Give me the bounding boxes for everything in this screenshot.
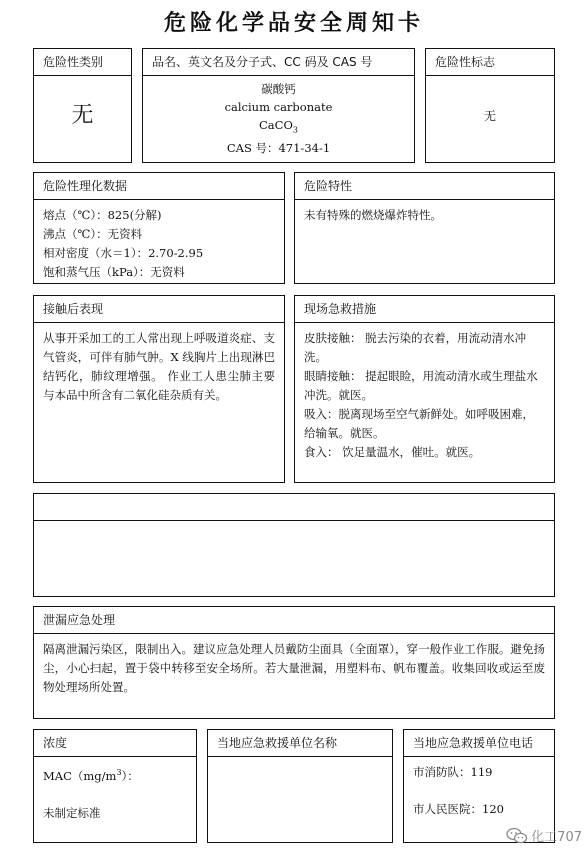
hazard-class-header: 危险性类别 bbox=[34, 49, 131, 76]
spill-header: 泄漏应急处理 bbox=[34, 607, 554, 634]
first-aid-box bbox=[294, 295, 555, 483]
physchem-body bbox=[34, 200, 284, 288]
concentration-box bbox=[33, 729, 197, 843]
skin-contact: 皮肤接触： 脱去污染的衣着，用流动清水冲洗。 bbox=[304, 331, 527, 364]
identity-header: 品名、英文名及分子式、CC 码及 CAS 号 bbox=[143, 49, 414, 76]
page-title: 危险化学品安全周知卡 bbox=[163, 11, 424, 36]
fire-brigade: 市消防队：119 bbox=[413, 765, 493, 779]
watermark-text: 化工707 bbox=[531, 830, 582, 845]
hazard-sign-value: 无 bbox=[483, 109, 496, 123]
hospital: 市人民医院：120 bbox=[413, 802, 504, 816]
empty-section-header bbox=[34, 494, 554, 521]
local-phone-body bbox=[404, 757, 554, 825]
formula-sub: 3 bbox=[292, 125, 298, 135]
relative-density: 相对密度（水＝1）：2.70-2.95 bbox=[43, 246, 204, 260]
boiling-point: 沸点（℃）：无资料 bbox=[43, 227, 143, 241]
formula bbox=[143, 116, 414, 139]
exposure-text: 从事开采加工的工人常出现上呼吸道炎症、支气管炎，可伴有肺气肿。X 线胸片上出现淋巴结钙化，肺纹理增强。 作业工人患尘肺主要与本品中所含有二氧化硅杂质有关。 bbox=[43, 331, 275, 402]
ingestion: 食入： 饮足量温水，催吐。就医。 bbox=[304, 445, 481, 459]
first-aid-header: 现场急救措施 bbox=[295, 296, 554, 323]
exposure-box bbox=[33, 295, 285, 483]
hazard-sign-box bbox=[425, 48, 555, 163]
hazard-props-box bbox=[294, 172, 555, 284]
inhalation: 吸入：脱离现场至空气新鲜处。如呼吸困难，给输氧。就医。 bbox=[304, 407, 534, 440]
spill-text: 隔离泄漏污染区，限制出入。建议应急处理人员戴防尘面具（全面罩），穿一般作业工作服。避免扬尘，小心扫起，置于袋中转移至安全场所。若大量泄漏，用塑料布、帆布覆盖。收集回收或运至废物处理场所处置。 bbox=[43, 642, 545, 694]
spill-box bbox=[33, 606, 555, 719]
concentration-value: 未制定标准 bbox=[43, 805, 101, 820]
local-phone-header: 当地应急救援单位电话 bbox=[404, 730, 554, 757]
name-cn: 碳酸钙 bbox=[261, 82, 296, 96]
watermark bbox=[506, 826, 582, 845]
exposure-header: 接触后表现 bbox=[34, 296, 284, 323]
hazard-props-header: 危险特性 bbox=[295, 173, 554, 200]
hazard-class-value: 无 bbox=[71, 103, 94, 128]
eye-contact: 眼睛接触： 提起眼睑，用流动清水或生理盐水冲洗。就医。 bbox=[304, 369, 538, 402]
physchem-header: 危险性理化数据 bbox=[34, 173, 284, 200]
identity-body bbox=[143, 76, 414, 157]
wechat-icon bbox=[506, 827, 528, 845]
hazard-props-text: 未有特殊的燃烧爆炸特性。 bbox=[304, 208, 442, 222]
hazard-sign-header: 危险性标志 bbox=[426, 49, 554, 76]
concentration-header: 浓度 bbox=[34, 730, 196, 757]
local-unit-header: 当地应急救援单位名称 bbox=[208, 730, 392, 757]
name-en: calcium carbonate bbox=[224, 100, 333, 114]
identity-box bbox=[142, 48, 415, 163]
local-unit-box bbox=[207, 729, 393, 843]
physchem-box bbox=[33, 172, 285, 284]
cas-number: CAS 号：471-34-1 bbox=[226, 141, 331, 156]
mac-label: $MAC(mg/m^3)$： bbox=[43, 768, 139, 783]
first-aid-body bbox=[295, 323, 554, 468]
formula-main: CaCO bbox=[259, 118, 293, 132]
concentration-body bbox=[34, 757, 196, 829]
hazard-class-box bbox=[33, 48, 132, 163]
melting-point: 熔点（℃）：825(分解) bbox=[43, 208, 162, 222]
empty-section-box bbox=[33, 493, 555, 597]
vapor-pressure: 饱和蒸气压（kPa）：无资料 bbox=[43, 265, 185, 279]
